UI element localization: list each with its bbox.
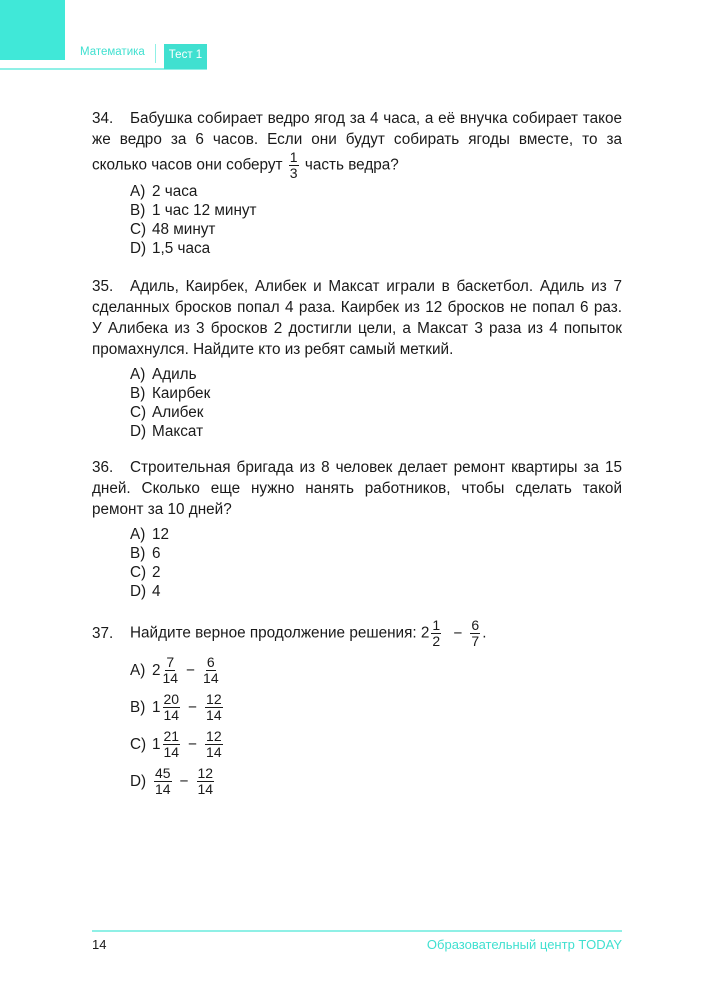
header-separator xyxy=(155,44,156,63)
header-decoration xyxy=(0,0,65,60)
footer-org: Образовательный центр TODAY xyxy=(426,937,622,952)
question-text: 34. Бабушка собирает ведро ягод за 4 часа, а её внучка собирает такое же ведро за 6 часов. Если они будут собирать ягоды вместе, то за сколько часов они соберут $\frac{1}{3}$ часть ведра? xyxy=(92,110,622,181)
fraction: $\frac{12}{14}$ xyxy=(206,691,222,723)
question-number: 36. xyxy=(92,457,130,478)
question-35 xyxy=(92,276,622,441)
option-c: C) 48 минут xyxy=(130,221,216,238)
question-number: 34. xyxy=(92,108,130,129)
question-text: 36. Строительная бригада из 8 человек делает ремонт квартиры за 15 дней. Сколько еще нужно нанять работников, чтобы сделать такой ремонт за 10 дней? xyxy=(92,459,622,518)
fraction: $\frac{45}{14}$ xyxy=(155,765,171,797)
option-c: C) 2 xyxy=(130,564,161,581)
option-b: B) 6 xyxy=(130,545,161,562)
option-b: B) 1 час 12 минут xyxy=(130,202,257,219)
option-b: B) Каирбек xyxy=(130,385,211,402)
option-c: C) Алибек xyxy=(130,404,204,421)
footer-line xyxy=(92,930,622,932)
fraction: $\frac{21}{14}$ xyxy=(163,728,180,760)
question-36 xyxy=(92,457,622,601)
option-a: A) 2 $\frac{7}{14}$ − $\frac{6}{14}$ xyxy=(130,654,219,686)
fraction: $\frac{12}{14}$ xyxy=(197,765,214,797)
option-d: D) $\frac{45}{14}$ − $\frac{12}{14}$ xyxy=(130,765,214,797)
question-number: 35. xyxy=(92,276,130,297)
test-badge: Тест 1 xyxy=(164,44,207,69)
fraction: $\frac{6}{14}$ xyxy=(203,654,219,686)
question-34 xyxy=(92,108,622,258)
fraction: $\frac{1}{3}$ xyxy=(289,149,298,181)
fraction: $\frac{7}{14}$ xyxy=(162,654,179,686)
option-d: D) Максат xyxy=(130,423,204,440)
option-a: A) Адиль xyxy=(130,366,197,383)
option-a: A) 2 часа xyxy=(130,183,198,200)
question-number: 37. xyxy=(92,623,130,644)
question-text: 35. Адиль, Каирбек, Алибек и Максат играли в баскетбол. Адиль из 7 сделанных бросков попал 4 раза. Каирбек из 12 бросков не попал 6 раз. У Алибека из 3 бросков 2 достигли цели, а Максат 3 раза из 4 попыток промахнулся. Найдите кто из ребят самый меткий. xyxy=(92,278,622,358)
fraction: $\frac{20}{14}$ xyxy=(163,691,180,723)
option-c: C) 1 $\frac{21}{14}$ − $\frac{12}{14}$ xyxy=(130,728,222,760)
option-b: B) 1 $\frac{20}{14}$ − $\frac{12}{14}$ xyxy=(130,691,222,723)
subject-label: Математика xyxy=(80,46,145,58)
fraction: $\frac{6}{7}$ xyxy=(471,617,480,649)
option-a: A) 12 xyxy=(130,526,170,543)
fraction: $\frac{12}{14}$ xyxy=(206,728,222,760)
fraction: $\frac{1}{2}$ xyxy=(432,617,441,649)
option-d: D) 1,5 часа xyxy=(130,240,211,257)
option-d: D) 4 xyxy=(130,583,161,600)
page-number: 14 xyxy=(92,937,107,952)
question-37 xyxy=(92,618,622,800)
question-text: 37. Найдите верное продолжение решения: 2 $\frac{1}{2}$ − $\frac{6}{7}$ . xyxy=(92,617,487,649)
